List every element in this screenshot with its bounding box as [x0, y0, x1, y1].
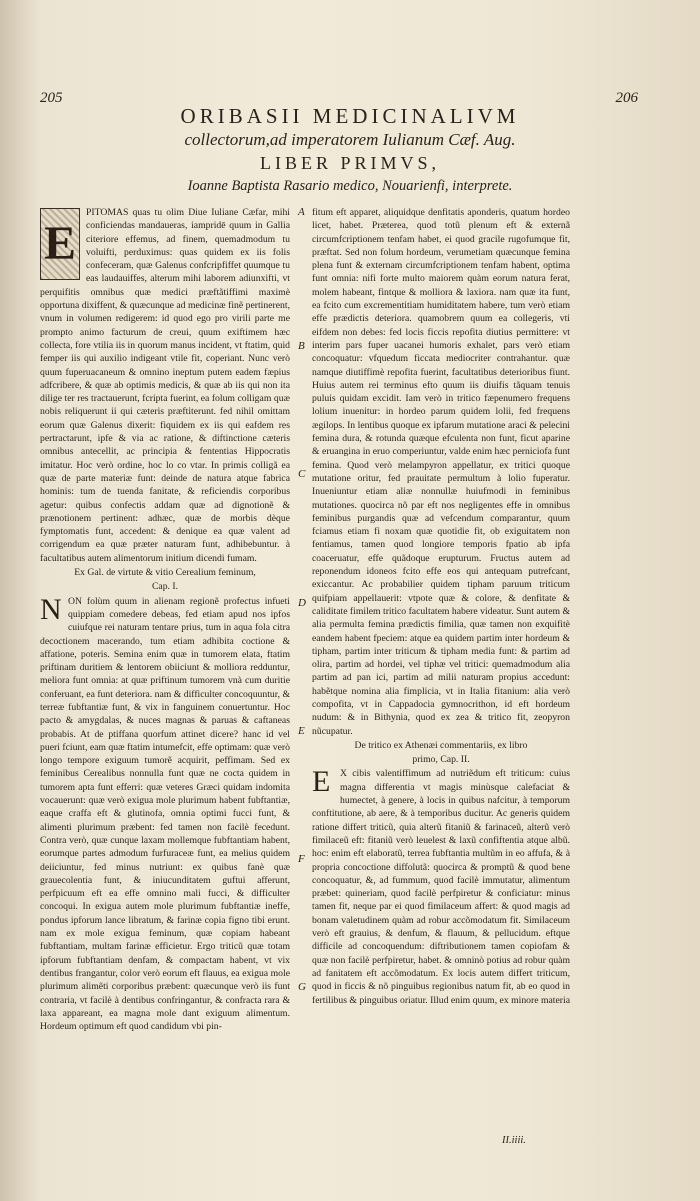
- chapter-2-title: De tritico ex Athenæi commentariis, ex libro: [354, 739, 528, 751]
- interpreter-line: Ioanne Baptista Rasario medico, Nouarienfi, interprete.: [187, 178, 513, 194]
- intro-paragraph: PITOMAS quas tu olim Diue Iuliane Cæfar, mihi conficiendas mandaueras, iampridē quum in Gallia citeriore effemus, ad finem, quemadmodum tu voluifti, perduximus: quas quidem ex iis folis confeceram, quæ Galenus confcripfiffet quumque tu eas laudauiffes, alterum mihi laborem adiunxifti, vt perquifitis omnibus quæ medici præftãtiffimi maximè opportuna dixiffent, & quæcunque ad medicinæ finẽ pertinerent, vnum in volumen redigerem: id quod ego pro virili parte me prompto animo facturum de creui, quum exiftimem hæc collecta, fore vtilia iis in quorum manus incident, vt ftatim, quid femper iis qui auxilio indigeant vtile fit, coperiant. Nunc verò quum fuperuacaneum & omnino ineptum putem eadem fæpius adfcribere, & quæ ab optimis medicis, & quæ ab iis qui non ita dilige ter res tractauerunt, fcripta fuerint, ea folum colligam quæ nobis reliquerunt ii qui cæteris præftiterunt. fed nihil omittam eorum quæ Galenus dixerit: fiquidem ex iis qui eafdem res pertractarunt, ipfe & via ac ratione, & diftinctione cæteris omnibus antecellit, ac principia & fententias Hippocratis imitatur. Hoc verò ordine, hoc lo co vtar. In primis colligã ea quæ de parte materiæ funt: deinde de natura atque fabrica hominis: tum de tuenda fanitate, & reficiendis corporibus agetur: quibus confectis addam quæ ad dignotionẽ & prænotionem pertinent: adhæc, quæ de morbis dèque fymptomatis funt, accedent: & denique ea quæ valent ad corrigendum ea quæ præter naturam funt, adhibebuntur. à facultatibus autem alimentorum initium dicendi fumam.: [40, 207, 290, 564]
- margin-letter-e: E: [298, 725, 305, 737]
- folio-right: 206: [615, 90, 638, 106]
- chapter-1-title: Ex Gal. de virtute & vitio Cerealium feminum,: [74, 567, 256, 579]
- chapter-1-text: ON folùm quum in alienam regionẽ profectus infueti quippiam comedere debeas, fed etiam apud nos ipfos cuiufque rei naturam tentare prius, tum in aqua fola citra decoctionem macerando, tum etiam adhibita coctione & affatione, poteris. Semina enim quæ in tumorem elata, ftatim priftinam duritiem & lentorem obiiciunt & molliora redduntur, meliora funt omnia: at quæ priftinum tumorem vnà cum duritie conferuant, ea funt deteriora. nam & difficulter concoquuntur, & terreæ fubftantiæ funt, & vix in fanguinem conuertuntur. Hoc pacto & amygdalas, & nuces magnas & paruas & caftaneas probabis. At de ptiffana quorfum attinet dicere? hanc id vel pueri fciunt, eam quæ ftatim intumefcit, effe optimam: quæ verò longo tempore exiguum tumorẽ acquirit, peffimam. Sed ex feminibus Cerealibus nonnulla funt quæ ne cocta quidem in tumorem apta funt efferri: quæ veteres Græci quidam indomita vocauerunt: quæ verò exigua mole plurimum habent fubftantiæ, eaque craffa eft & glutinofa, omnia optimi fucci funt, & alimenti plurimum præbent: fed tamen non facilè fecedunt. Contra verò, quæ cunque laxam mollemque fubftantiam habent, eorumque partes admodum furfuraceæ funt, ea melius quidem deiiciuntur, fed minus nutriunt: ex quibus fanè quæ grauecolentia funt, & iniucunditatem guftui afferunt, perfpicuum eft ea effe omnino mali fucci, & difficulter concoqui. In exigua autem mole plurimum fubftantiæ ineffe, pondus ipforum lance libratum, & farinæ copia figno tibi erunt. nam ex mole exigua feminum, quæ copiam habeant fubftantiam, multam farinæ efficietur. Ergo triticũ quæ totam ipforum fubftantiam denfam, & compactam habent, vt vix dentibus frangantur, color verò eorum eft flauus, ea exigua mole plurimum alimẽti corporibus præbent: quæcunque verò iis funt contraria, vt facilè à dentibus confringantur, & confracta rara & laxa appareant, ea magna mole dant exiguum alimentum. Hordeum optimum eft quod candidum vbi pin-: [40, 595, 290, 1033]
- margin-letter-b: B: [298, 340, 305, 352]
- left-column: [40, 206, 290, 1033]
- margin-letter-c: C: [298, 468, 306, 480]
- book-heading: LIBER PRIMVS,: [259, 153, 441, 173]
- page-subtitle: collectorum,ad imperatorem Iulianum Cæf. Aug.: [184, 130, 516, 149]
- margin-letter-g: G: [298, 981, 306, 993]
- margin-letter-d: D: [298, 597, 306, 609]
- right-column: [312, 206, 570, 1007]
- margin-letter-f: F: [298, 853, 305, 865]
- decorated-initial: E: [40, 208, 80, 280]
- right-paragraph-1: fitum eft apparet, aliquidque denfitatis aponderis, quatum hordeo licet, habet. Præterea, quod totũ plenum eft & externã circumfcriptionem tenfam habet, ei quod gracile rugofumque fit, præftat. Sed non folum hordeum, verumetiam quæcunque femina plena funt & externam circumfcriptionem tenfam habent, optima funt omnia: nifi forte multo maiorem quàm eorum natura ferat, molem habeant, fintque & molliora & laxiora. nam quæ ita funt, ea fcito cum excrementitiam humiditatem habere, tum verò etiam effe prædictis deteriora. quamobrem quum ea collegeris, vti eifdem non debes: fed locis ficcis repofita diutius permittere: vt interim pars fuper uacanei humoris exhalet, pars verò etiam concoquatur: vfquedum ficcata mediocriter contrahantur. quæ namque diutiffimè repofita fuerint, facultatibus deterioribus fiunt. Huius autem rei terminus efto quum iis diuifis tãquam tenuis puluis quidam excidit. Iam verò in tritico fæpenumero frequens lolium inuenitur: in hordeo parum quidem lolii, fed frequens ægilops. In lentibus quoque ex ipfarum mutatione araci & pelecini femina dura, & rotunda quæque efculenta non funt, ficut aparine & eruangina in eruo comperiuntur, valde enim hæc perniciofa funt femina. Quod verò melampyron appellatur, ex tritici quoque mutatione oritur, fed prauitate permultum à lolio fuperatur. Inueniuntur etiam aliæ nonnullæ huiufmodi in feminibus mutationes. quocirca nõ par eft nos negligentes effe in omnibus feminibus purgandis quæ ad vefcendum comparantur, quum fciamus etiam fi noxam quæ quotidie fit, ob exiguitatem non fentiamus, tamen quod longiore temporis fpatio ab ipfa coaceruatur, effe quãdoque erupturum. Fructus autem ad reponendum idoneos fcito effe eos qui antequam putrefcant, exiccantur. Ac probabilier quidem tipham paruum triticum quifpiam appellauerit: vtpote quæ & colore, & denfitate & caliditate fimilem tritico facultatem habere videatur. Sunt autem & alia permulta femina prædictis fimilia, quæ tamen non exquifitè eandem habent fpeciem: atque ea quidem partim inter hordeum & tipham, partim inter triticum & tipham media funt: & partim ad olira, partim ad hordei, vel tiphæ vel tritici: quemadmodum alia partim ad pan ici, partim ad milii naturam propius accedunt: habẽtque nomina alia fimplicia, vt in Italia fitanium: alia verò compofita, vt in Cappadocia gymnocrithon, id eft hordeum nudum: & in Bithynia, quod ex zea & tritico fit, zeopyron nũcupatur.: [312, 207, 570, 737]
- folio-left: 205: [40, 90, 63, 106]
- chapter-2-cap: primo, Cap. II.: [412, 754, 470, 766]
- page-title: ORIBASII MEDICINALIVM: [180, 104, 520, 128]
- chapter-2-text: X cibis valentiffimum ad nutriẽdum eft triticum: cuius magna differentia vt magis minùsque calefaciat & humectet, à genere, à locis in quibus nafcitur, à temporum conftitutione, ab aere, & à temporibus ducitur. Ac generis quidem ratione differt triticũ, quia alterũ fitaniũ & farinaceũ, alterũ verò fimilaceũ eft: fitaniũ verò leuelest & laxũ confiftentia atque albũ. hoc: enim eft elaboratũ, terrea fubftantia multũm in eo affufa, & à propria concoctione diffolutã: quocirca & promptũ & quod bene concoquatur, &, ad fummum, quod facilè immutatur, alimentum præbet: quineriam, quod facilè perfpiretur & conficiatur: minus tamen fit, neque par ei quod fimilaceum affert: & quod magis ad bonam valetudinem quàm ad robur accõmodatum fit. Similaceum verò eft grauius, & denfum, & flauum, & pellucidum. eftque difficile ad concoquendum: diftributionem tamen copiofam & quæ non facilè perfpiretur, habet. & omninò potius ad robur quàm ad fanitatem eft accõmodatum. Ex locis autem differt triticum, quod in ficcis & nõ pinguibus regionibus natum fit, ab eo quod in fertilibus & pinguibus oriatur. Illud enim quum, ex minore materia: [312, 768, 571, 1006]
- margin-letter-a: A: [298, 206, 305, 218]
- chapter-1-cap: Cap. I.: [151, 581, 179, 593]
- chapter-1-initial: N: [40, 592, 62, 626]
- chapter-2-initial: E: [312, 765, 331, 799]
- signature-mark: II.iiii.: [502, 1135, 526, 1146]
